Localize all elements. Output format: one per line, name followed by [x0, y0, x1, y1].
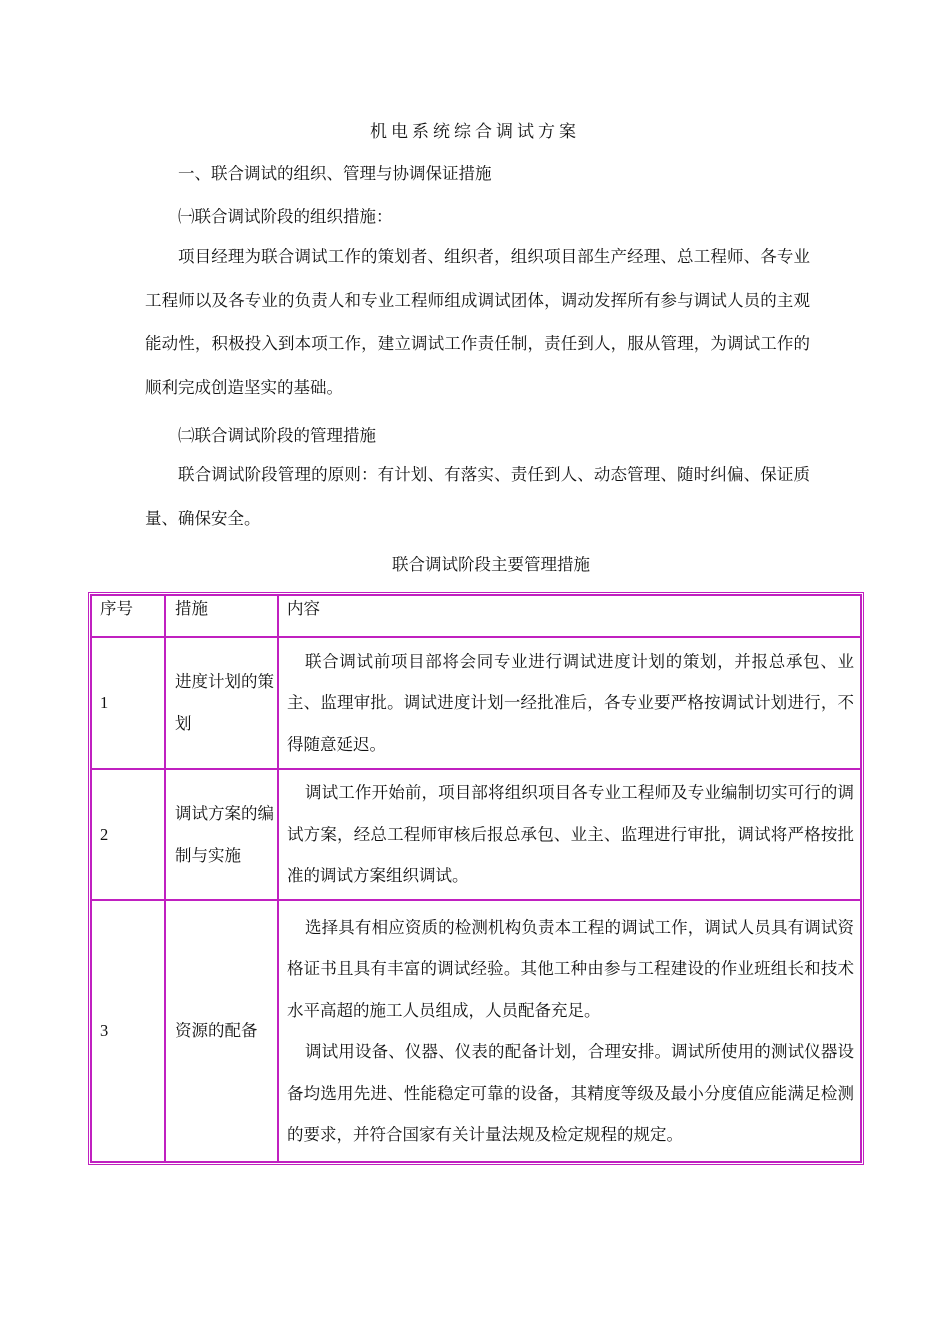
row-content: [278, 900, 861, 1162]
row-content: [278, 637, 861, 769]
header-measure: 措施: [165, 595, 278, 637]
table-row: [91, 637, 861, 769]
table-row: [91, 900, 861, 1162]
organization-paragraph: 项目经理为联合调试工作的策划者、组织者，组织项目部生产经理、总工程师、各专业工程师以及各专业的负责人和专业工程师组成调试团体，调动发挥所有参与调试人员的主观能动性，积极投入到本项工作，建立调试工作责任制，责任到人，服从管理，为调试工作的顺利完成创造坚实的基础。: [145, 247, 810, 397]
management-principle-paragraph: 联合调试阶段管理的原则：有计划、有落实、责任到人、动态管理、随时纠偏、保证质量、确保安全。: [145, 465, 810, 528]
section-heading: 一、联合调试的组织、管理与协调保证措施: [178, 164, 492, 183]
content-paragraph: 调试用设备、仪器、仪表的配备计划，合理安排。调试所使用的测试仪器设备均选用先进、性能稳定可靠的设备，其精度等级及最小分度值应能满足检测的要求，并符合国家有关计量法规及检定规程的规定。: [287, 1042, 854, 1144]
document-title: 机电系统综合调试方案: [370, 122, 580, 142]
subsection-heading-management: ㈡联合调试阶段的管理措施: [178, 426, 376, 445]
row-no: 2: [91, 769, 165, 900]
header-content: 内容: [278, 595, 861, 637]
content-paragraph: 联合调试前项目部将会同专业进行调试进度计划的策划，并报总承包、业主、监理审批。调试进度计划一经批准后，各专业要严格按调试计划进行，不得随意延迟。: [287, 651, 854, 754]
row-measure: 调试方案的编制与实施: [165, 769, 278, 900]
row-measure: 资源的配备: [165, 900, 278, 1162]
management-measures-table: [88, 592, 864, 1165]
content-paragraph: 选择具有相应资质的检测机构负责本工程的调试工作，调试人员具有调试资格证书且具有丰富的调试经验。其他工种由参与工程建设的作业班组长和技术水平高超的施工人员组成，人员配备充足。: [287, 917, 854, 1020]
header-no: 序号: [91, 595, 165, 637]
row-no: 1: [91, 637, 165, 769]
table-row: [91, 769, 861, 900]
subsection-heading-organization: ㈠联合调试阶段的组织措施：: [178, 207, 393, 226]
table-caption: 联合调试阶段主要管理措施: [392, 555, 590, 574]
table-header-row: [91, 595, 861, 637]
row-measure: 进度计划的策划: [165, 637, 278, 769]
content-paragraph: 调试工作开始前，项目部将组织项目各专业工程师及专业编制切实可行的调试方案，经总工程师审核后报总承包、业主、监理进行审批，调试将严格按批准的调试方案组织调试。: [287, 783, 854, 886]
row-no: 3: [91, 900, 165, 1162]
row-content: [278, 769, 861, 900]
